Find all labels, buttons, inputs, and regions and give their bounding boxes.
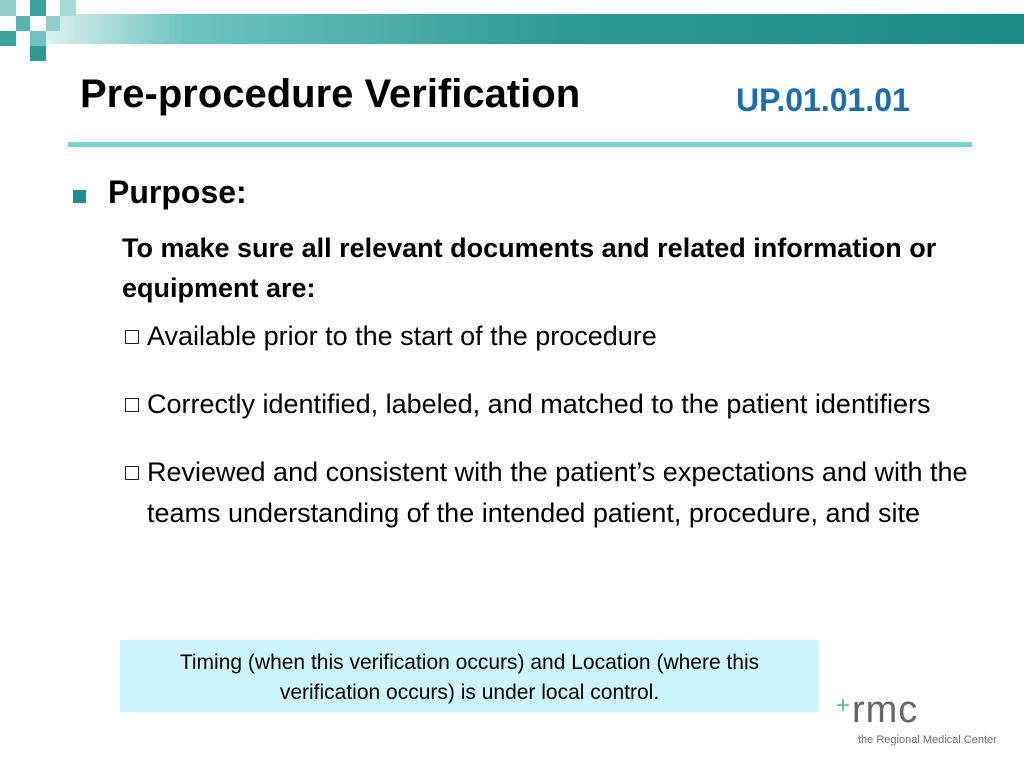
logo-wordmark: rmc: [852, 689, 919, 731]
list-item-text: Reviewed and consistent with the patient’s expectations and with the teams understanding of the intended patient, procedure, and site: [147, 457, 968, 528]
square-bullet-icon: [73, 190, 86, 203]
decorative-squares: [0, 0, 80, 62]
list-item-text: Correctly identified, labeled, and matched to the patient identifiers: [147, 389, 931, 419]
logo-subtitle: the Regional Medical Center: [858, 734, 997, 746]
list-item-text: Available prior to the start of the procedure: [147, 321, 657, 351]
list-item: [122, 452, 972, 534]
intro-text: To make sure all relevant documents and related information or equipment are:: [122, 233, 937, 303]
list-item: [122, 384, 972, 425]
checkbox-bullet-icon: [125, 330, 139, 344]
slide-title: Pre-procedure Verification: [80, 72, 581, 116]
section-heading: Purpose:: [108, 174, 247, 210]
checkbox-bullet-icon: [125, 466, 139, 480]
list-item: [122, 316, 972, 357]
requirement-list: [122, 316, 972, 534]
title-divider: [68, 142, 972, 147]
note-box: [120, 640, 819, 712]
header-banner: [0, 14, 1024, 44]
rmc-logo: [836, 689, 1016, 754]
standard-code: UP.01.01.01: [736, 82, 910, 118]
note-text: Timing (when this verification occurs) and Location (where this verification occurs) is under local control.: [179, 651, 760, 704]
checkbox-bullet-icon: [125, 398, 139, 412]
plus-icon: +: [836, 692, 851, 719]
